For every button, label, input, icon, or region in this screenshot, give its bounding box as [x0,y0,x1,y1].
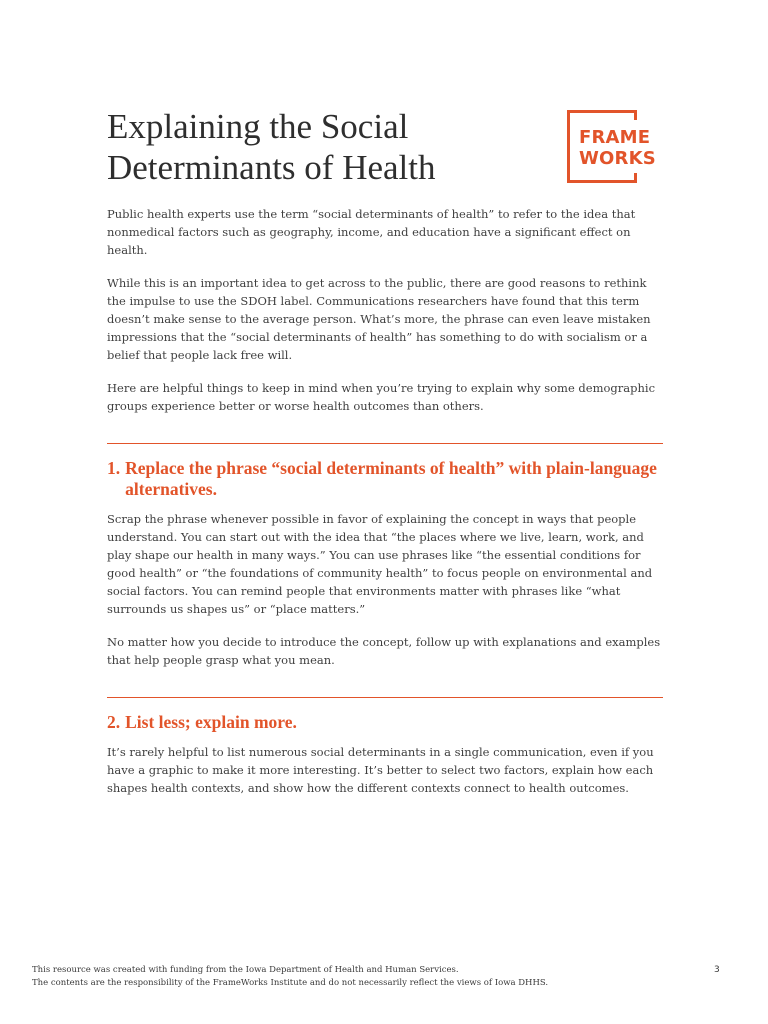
section-1-heading [107,458,663,500]
logo-line-2: WORKS [579,148,656,169]
frameworks-logo [567,110,656,183]
intro-paragraph-1: Public health experts use the term “social determinants of health” to refer to the idea that nonmedical factors such as geography, income, and education have a significant effect on health. [107,207,636,257]
intro-paragraph-2: While this is an important idea to get across to the public, there are good reasons to rethink the impulse to use the SDOH label. Communications researchers have found that this term doesn’t make sense to the average person. What’s more, the phrase can even leave mistaken impressions that the “social determinants of health” has something to do with socialism or a belief that people lack free will. [107,276,651,362]
page-number: 3 [714,965,720,975]
logo-line-1: FRAME [579,127,651,148]
funding-disclaimer [32,964,652,990]
page-title: Explaining the Social Determinants of Health [107,107,436,187]
disclaimer-line-1: This resource was created with funding from the Iowa Department of Health and Human Services. [32,965,459,975]
section-divider-2 [107,697,663,698]
section-2-paragraph-1: It’s rarely helpful to list numerous social determinants in a single communication, even if you have a graphic to make it more interesting. It’s better to select two factors, explain how each shapes health contexts, and show how the different contexts connect to health outcomes. [107,745,654,795]
section-2-title: List less; explain more. [125,712,297,732]
section-2-number: 2. [107,712,121,732]
section-1-number: 1. [107,458,121,478]
section-1-title: Replace the phrase “social determinants of health” with plain-language alternatives. [125,458,657,499]
logo-wordmark [579,127,669,169]
section-1-paragraph-1: Scrap the phrase whenever possible in favor of explaining the concept in ways that people understand. You can start out with the idea that “the places where we live, learn, work, and play shape our health in many ways.” You can use phrases like “the essential conditions for good health” or “the foundations of community health” to focus people on environmental and social factors. You can remind people that environments matter with phrases like “what surrounds us shapes us” or “place matters.” [107,512,653,616]
section-1-paragraph-2: No matter how you decide to introduce the concept, follow up with explanations and examples that help people grasp what you mean. [107,635,661,667]
disclaimer-line-2: The contents are the responsibility of the FrameWorks Institute and do not necessarily reflect the views of Iowa DHHS. [32,978,549,988]
section-divider-1 [107,443,663,444]
intro-paragraph-3: Here are helpful things to keep in mind when you’re trying to explain why some demographic groups experience better or worse health outcomes than others. [107,381,656,413]
document-body [107,205,663,812]
section-2-heading [107,712,663,733]
